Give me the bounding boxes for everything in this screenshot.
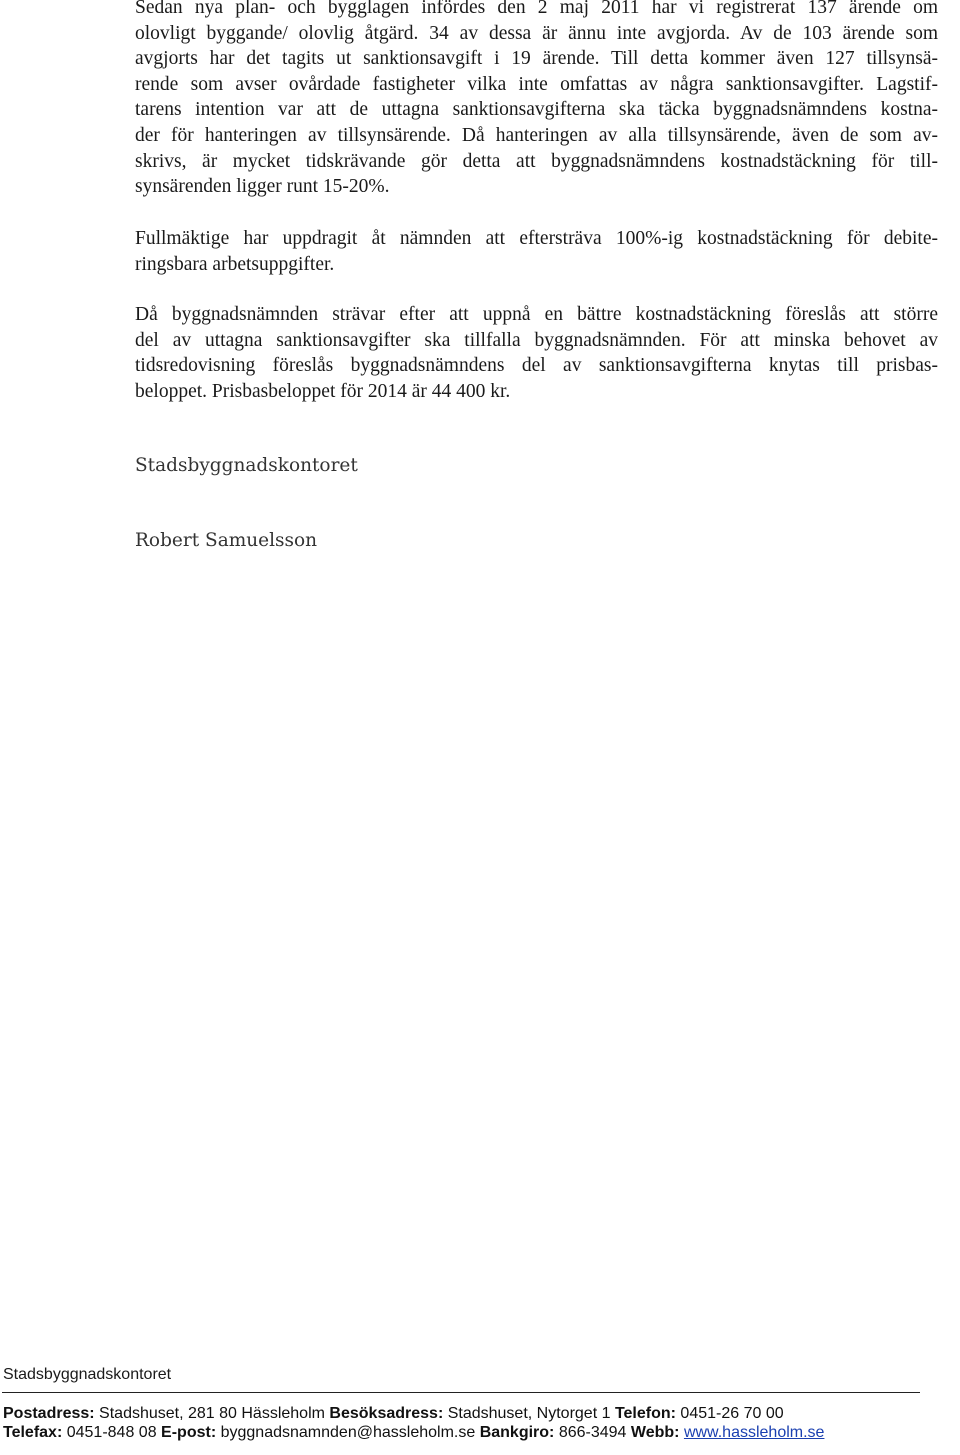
footer-divider [2, 1392, 920, 1393]
visiting-address-value: Stadshuset, Nytorget 1 [447, 1405, 611, 1422]
text-line: tidsredovisning föreslås byggnadsnämndens del av sanktionsavgifterna knytas till prisbas- [135, 355, 938, 377]
text-line: skrivs, är mycket tidskrävande gör detta att byggnadsnämndens kostnadstäckning för till- [135, 150, 938, 172]
phone-label: Telefon: [614, 1405, 676, 1422]
signature-office: Stadsbyggnadskontoret [135, 455, 358, 476]
phone-value: 0451-26 70 00 [680, 1405, 784, 1422]
fax-label: Telefax: [3, 1424, 63, 1441]
text-line: Då byggnadsnämnden strävar efter att uppnå en bättre kostnadstäckning föreslås att större [135, 304, 938, 325]
email-label: E-post: [161, 1424, 217, 1441]
website-link[interactable]: www.hassleholm.se [683, 1424, 825, 1441]
paragraph-council-assignment [135, 226, 938, 277]
text-line: rende som avser ovårdade fastigheter vilka inte omfattas av några sanktionsavgifter. Lagstif- [135, 73, 938, 95]
text-line: beloppet. Prisbasbeloppet för 2014 är 44 400 kr. [135, 380, 511, 402]
paragraph-statistics [135, 0, 938, 200]
text-line: avgjorts har det tagits ut sanktionsavgift i 19 ärende. Till detta kommer även 127 tillsynsä- [135, 48, 938, 70]
bankgiro-label: Bankgiro: [479, 1424, 555, 1441]
signature-name: Robert Samuelsson [135, 530, 318, 551]
text-line: ringsbara arbetsuppgifter. [135, 253, 335, 275]
postal-address-label: Postadress: [3, 1405, 95, 1422]
text-line: der för hanteringen av tillsynsärende. Då hanteringen av alla tillsynsärende, även de som av- [135, 124, 938, 146]
text-line: synsärenden ligger runt 15-20%. [135, 176, 390, 198]
paragraph-proposal [135, 302, 938, 404]
footer-contact-line [3, 1424, 824, 1442]
email-value: byggnadsnamnden@hassleholm.se [220, 1424, 476, 1441]
text-line: Sedan nya plan- och bygglagen infördes den 2 maj 2011 har vi registrerat 137 ärende om [135, 0, 938, 18]
visiting-address-label: Besöksadress: [329, 1405, 444, 1422]
fax-value: 0451-848 08 [66, 1424, 157, 1441]
text-line: olovligt byggande/ olovlig åtgärd. 34 av dessa är ännu inte avgjorda. Av de 103 ärende som [135, 22, 938, 44]
bankgiro-value: 866-3494 [558, 1424, 627, 1441]
postal-address-value: Stadshuset, 281 80 Hässleholm [99, 1405, 325, 1422]
footer-office-name: Stadsbyggnadskontoret [3, 1366, 172, 1383]
text-line: del av uttagna sanktionsavgifter ska tillfalla byggnadsnämnden. För att minska behovet av [135, 329, 938, 351]
text-line: Fullmäktige har uppdragit åt nämnden att eftersträva 100%-ig kostnadstäckning för debite- [135, 228, 938, 249]
footer-address-line [3, 1405, 784, 1423]
text-line: tarens intention var att de uttagna sanktionsavgifterna ska täcka byggnadsnämndens kostna- [135, 99, 938, 121]
web-label: Webb: [630, 1424, 680, 1441]
